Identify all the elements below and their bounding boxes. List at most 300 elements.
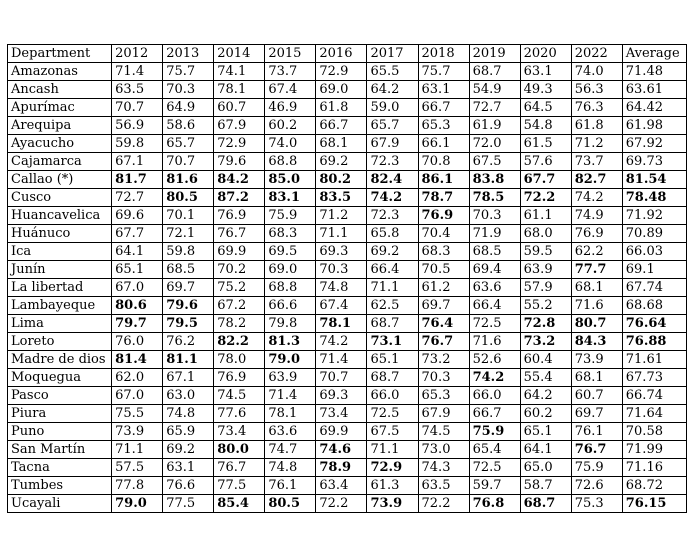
value-cell: 66.0	[367, 387, 418, 405]
value-cell: 74.8	[316, 279, 367, 297]
value-cell: 63.6	[469, 279, 520, 297]
value-cell: 66.7	[316, 117, 367, 135]
value-cell: 56.3	[571, 81, 622, 99]
value-cell: 78.0	[214, 351, 265, 369]
value-cell: 74.8	[163, 405, 214, 423]
department-cell: Amazonas	[8, 63, 112, 81]
value-cell: 70.4	[418, 225, 469, 243]
value-cell: 67.9	[367, 135, 418, 153]
value-cell: 67.5	[469, 153, 520, 171]
value-cell: 65.7	[367, 117, 418, 135]
value-cell: 71.1	[316, 225, 367, 243]
department-cell: La libertad	[8, 279, 112, 297]
value-cell: 61.1	[520, 207, 571, 225]
column-header: 2016	[316, 45, 367, 63]
value-cell: 69.2	[163, 441, 214, 459]
value-cell: 78.7	[418, 189, 469, 207]
average-cell: 66.74	[622, 387, 686, 405]
value-cell: 65.8	[367, 225, 418, 243]
value-cell: 71.4	[112, 63, 163, 81]
value-cell: 66.0	[469, 387, 520, 405]
average-cell: 66.03	[622, 243, 686, 261]
department-cell: Ayacucho	[8, 135, 112, 153]
value-cell: 81.4	[112, 351, 163, 369]
value-cell: 76.7	[214, 459, 265, 477]
value-cell: 72.7	[112, 189, 163, 207]
value-cell: 63.9	[265, 369, 316, 387]
value-cell: 66.7	[469, 405, 520, 423]
department-cell: Puno	[8, 423, 112, 441]
value-cell: 70.3	[316, 261, 367, 279]
value-cell: 72.5	[469, 315, 520, 333]
value-cell: 77.6	[214, 405, 265, 423]
value-cell: 60.7	[571, 387, 622, 405]
value-cell: 72.1	[163, 225, 214, 243]
value-cell: 75.9	[571, 459, 622, 477]
value-cell: 69.2	[316, 153, 367, 171]
average-cell: 71.16	[622, 459, 686, 477]
value-cell: 79.6	[214, 153, 265, 171]
value-cell: 78.1	[265, 405, 316, 423]
value-cell: 75.7	[163, 63, 214, 81]
value-cell: 75.5	[112, 405, 163, 423]
value-cell: 73.0	[418, 441, 469, 459]
value-cell: 67.2	[214, 297, 265, 315]
value-cell: 68.3	[265, 225, 316, 243]
average-cell: 63.61	[622, 81, 686, 99]
value-cell: 72.2	[418, 495, 469, 513]
value-cell: 72.3	[367, 153, 418, 171]
average-cell: 67.74	[622, 279, 686, 297]
value-cell: 63.6	[265, 423, 316, 441]
value-cell: 60.4	[520, 351, 571, 369]
value-cell: 67.7	[520, 171, 571, 189]
value-cell: 77.5	[163, 495, 214, 513]
value-cell: 57.5	[112, 459, 163, 477]
value-cell: 73.9	[367, 495, 418, 513]
value-cell: 69.9	[316, 423, 367, 441]
value-cell: 76.7	[418, 333, 469, 351]
value-cell: 59.7	[469, 477, 520, 495]
value-cell: 63.0	[163, 387, 214, 405]
department-cell: Ica	[8, 243, 112, 261]
value-cell: 67.9	[418, 405, 469, 423]
value-cell: 68.7	[469, 63, 520, 81]
average-cell: 71.48	[622, 63, 686, 81]
department-cell: Ancash	[8, 81, 112, 99]
value-cell: 72.9	[367, 459, 418, 477]
average-cell: 76.15	[622, 495, 686, 513]
value-cell: 66.4	[469, 297, 520, 315]
value-cell: 60.7	[214, 99, 265, 117]
value-cell: 65.1	[367, 351, 418, 369]
value-cell: 69.2	[367, 243, 418, 261]
value-cell: 67.0	[112, 387, 163, 405]
value-cell: 84.2	[214, 171, 265, 189]
value-cell: 75.3	[571, 495, 622, 513]
value-cell: 67.7	[112, 225, 163, 243]
average-cell: 76.64	[622, 315, 686, 333]
department-cell: Huancavelica	[8, 207, 112, 225]
value-cell: 73.1	[367, 333, 418, 351]
value-cell: 54.8	[520, 117, 571, 135]
value-cell: 71.4	[265, 387, 316, 405]
value-cell: 73.4	[316, 405, 367, 423]
value-cell: 74.2	[469, 369, 520, 387]
average-cell: 71.64	[622, 405, 686, 423]
value-cell: 72.0	[469, 135, 520, 153]
value-cell: 75.7	[418, 63, 469, 81]
value-cell: 77.5	[214, 477, 265, 495]
value-cell: 64.5	[520, 99, 571, 117]
value-cell: 72.2	[520, 189, 571, 207]
table-row	[8, 387, 687, 405]
value-cell: 71.4	[316, 351, 367, 369]
value-cell: 68.1	[571, 369, 622, 387]
value-cell: 57.9	[520, 279, 571, 297]
value-cell: 60.2	[520, 405, 571, 423]
value-cell: 85.0	[265, 171, 316, 189]
table-row	[8, 423, 687, 441]
table-row	[8, 459, 687, 477]
value-cell: 71.2	[571, 135, 622, 153]
value-cell: 70.7	[163, 153, 214, 171]
value-cell: 49.3	[520, 81, 571, 99]
value-cell: 57.6	[520, 153, 571, 171]
value-cell: 59.0	[367, 99, 418, 117]
table-row	[8, 171, 687, 189]
department-cell: Junín	[8, 261, 112, 279]
value-cell: 69.7	[163, 279, 214, 297]
value-cell: 76.2	[163, 333, 214, 351]
value-cell: 65.0	[520, 459, 571, 477]
average-cell: 71.99	[622, 441, 686, 459]
value-cell: 59.5	[520, 243, 571, 261]
table-row	[8, 81, 687, 99]
value-cell: 83.5	[316, 189, 367, 207]
value-cell: 75.9	[265, 207, 316, 225]
value-cell: 65.3	[418, 117, 469, 135]
value-cell: 72.6	[571, 477, 622, 495]
value-cell: 74.2	[571, 189, 622, 207]
average-cell: 70.89	[622, 225, 686, 243]
value-cell: 65.4	[469, 441, 520, 459]
value-cell: 79.6	[163, 297, 214, 315]
value-cell: 67.4	[265, 81, 316, 99]
value-cell: 74.3	[418, 459, 469, 477]
value-cell: 73.7	[265, 63, 316, 81]
value-cell: 80.6	[112, 297, 163, 315]
value-cell: 56.9	[112, 117, 163, 135]
value-cell: 82.2	[214, 333, 265, 351]
value-cell: 46.9	[265, 99, 316, 117]
table-row	[8, 369, 687, 387]
table-row	[8, 225, 687, 243]
table-row	[8, 63, 687, 81]
value-cell: 80.5	[163, 189, 214, 207]
table-body	[8, 63, 687, 513]
department-cell: Lambayeque	[8, 297, 112, 315]
value-cell: 79.0	[265, 351, 316, 369]
value-cell: 52.6	[469, 351, 520, 369]
value-cell: 81.1	[163, 351, 214, 369]
value-cell: 68.1	[571, 279, 622, 297]
value-cell: 54.9	[469, 81, 520, 99]
department-cell: Ucayali	[8, 495, 112, 513]
value-cell: 78.1	[214, 81, 265, 99]
average-cell: 71.92	[622, 207, 686, 225]
value-cell: 72.9	[214, 135, 265, 153]
table-row	[8, 117, 687, 135]
column-header: 2015	[265, 45, 316, 63]
value-cell: 73.7	[571, 153, 622, 171]
value-cell: 63.4	[316, 477, 367, 495]
value-cell: 69.3	[316, 243, 367, 261]
value-cell: 75.2	[214, 279, 265, 297]
value-cell: 63.5	[112, 81, 163, 99]
department-cell: Piura	[8, 405, 112, 423]
value-cell: 72.9	[316, 63, 367, 81]
average-cell: 81.54	[622, 171, 686, 189]
value-cell: 82.4	[367, 171, 418, 189]
value-cell: 69.0	[265, 261, 316, 279]
value-cell: 67.1	[163, 369, 214, 387]
value-cell: 59.8	[112, 135, 163, 153]
value-cell: 79.0	[112, 495, 163, 513]
average-cell: 68.68	[622, 297, 686, 315]
value-cell: 74.5	[214, 387, 265, 405]
value-cell: 72.5	[367, 405, 418, 423]
department-cell: Tumbes	[8, 477, 112, 495]
value-cell: 67.0	[112, 279, 163, 297]
column-header: 2018	[418, 45, 469, 63]
value-cell: 76.9	[418, 207, 469, 225]
table-row	[8, 261, 687, 279]
value-cell: 69.9	[214, 243, 265, 261]
department-cell: San Martín	[8, 441, 112, 459]
value-cell: 70.7	[112, 99, 163, 117]
value-cell: 63.5	[418, 477, 469, 495]
value-cell: 80.7	[571, 315, 622, 333]
value-cell: 74.1	[214, 63, 265, 81]
value-cell: 66.7	[418, 99, 469, 117]
value-cell: 70.5	[418, 261, 469, 279]
value-cell: 68.3	[418, 243, 469, 261]
department-cell: Callao (*)	[8, 171, 112, 189]
average-cell: 67.92	[622, 135, 686, 153]
value-cell: 78.5	[469, 189, 520, 207]
data-table	[7, 44, 687, 513]
table-row	[8, 99, 687, 117]
value-cell: 85.4	[214, 495, 265, 513]
average-cell: 61.98	[622, 117, 686, 135]
value-cell: 72.2	[316, 495, 367, 513]
value-cell: 61.8	[571, 117, 622, 135]
value-cell: 69.0	[316, 81, 367, 99]
value-cell: 79.8	[265, 315, 316, 333]
table-row	[8, 477, 687, 495]
column-header: 2012	[112, 45, 163, 63]
value-cell: 62.5	[367, 297, 418, 315]
department-cell: Cusco	[8, 189, 112, 207]
value-cell: 61.8	[316, 99, 367, 117]
average-cell: 69.1	[622, 261, 686, 279]
value-cell: 79.7	[112, 315, 163, 333]
table-row	[8, 495, 687, 513]
value-cell: 62.2	[571, 243, 622, 261]
value-cell: 73.9	[112, 423, 163, 441]
table-row	[8, 333, 687, 351]
value-cell: 80.5	[265, 495, 316, 513]
value-cell: 76.9	[214, 369, 265, 387]
value-cell: 73.4	[214, 423, 265, 441]
value-cell: 70.3	[469, 207, 520, 225]
value-cell: 68.7	[367, 369, 418, 387]
value-cell: 69.7	[418, 297, 469, 315]
average-cell: 67.73	[622, 369, 686, 387]
value-cell: 73.9	[571, 351, 622, 369]
average-cell: 69.73	[622, 153, 686, 171]
value-cell: 67.9	[214, 117, 265, 135]
column-header: 2019	[469, 45, 520, 63]
value-cell: 70.7	[316, 369, 367, 387]
value-cell: 61.3	[367, 477, 418, 495]
table-row	[8, 441, 687, 459]
department-cell: Lima	[8, 315, 112, 333]
table-row	[8, 189, 687, 207]
value-cell: 72.3	[367, 207, 418, 225]
value-cell: 84.3	[571, 333, 622, 351]
value-cell: 70.2	[214, 261, 265, 279]
value-cell: 74.0	[265, 135, 316, 153]
value-cell: 66.4	[367, 261, 418, 279]
header-row	[8, 45, 687, 63]
value-cell: 76.3	[571, 99, 622, 117]
value-cell: 61.5	[520, 135, 571, 153]
value-cell: 65.7	[163, 135, 214, 153]
value-cell: 82.7	[571, 171, 622, 189]
average-cell: 68.72	[622, 477, 686, 495]
column-header: 2022	[571, 45, 622, 63]
value-cell: 76.6	[163, 477, 214, 495]
value-cell: 71.2	[316, 207, 367, 225]
value-cell: 79.5	[163, 315, 214, 333]
value-cell: 68.5	[469, 243, 520, 261]
value-cell: 61.2	[418, 279, 469, 297]
value-cell: 76.0	[112, 333, 163, 351]
value-cell: 76.9	[571, 225, 622, 243]
column-header: 2017	[367, 45, 418, 63]
table-row	[8, 279, 687, 297]
value-cell: 74.7	[265, 441, 316, 459]
value-cell: 81.6	[163, 171, 214, 189]
value-cell: 61.9	[469, 117, 520, 135]
value-cell: 73.2	[418, 351, 469, 369]
table-row	[8, 405, 687, 423]
value-cell: 72.7	[469, 99, 520, 117]
table-row	[8, 297, 687, 315]
value-cell: 69.4	[469, 261, 520, 279]
value-cell: 72.8	[520, 315, 571, 333]
value-cell: 69.7	[571, 405, 622, 423]
value-cell: 67.5	[367, 423, 418, 441]
value-cell: 68.5	[163, 261, 214, 279]
value-cell: 63.9	[520, 261, 571, 279]
value-cell: 76.1	[571, 423, 622, 441]
value-cell: 78.9	[316, 459, 367, 477]
department-cell: Huánuco	[8, 225, 112, 243]
table-row	[8, 135, 687, 153]
value-cell: 69.6	[112, 207, 163, 225]
table-row	[8, 243, 687, 261]
value-cell: 55.4	[520, 369, 571, 387]
value-cell: 65.9	[163, 423, 214, 441]
value-cell: 68.8	[265, 279, 316, 297]
value-cell: 64.2	[367, 81, 418, 99]
value-cell: 74.9	[571, 207, 622, 225]
value-cell: 65.3	[418, 387, 469, 405]
column-header: 2013	[163, 45, 214, 63]
value-cell: 76.4	[418, 315, 469, 333]
department-cell: Pasco	[8, 387, 112, 405]
value-cell: 68.7	[367, 315, 418, 333]
value-cell: 65.5	[367, 63, 418, 81]
table-row	[8, 207, 687, 225]
column-header: 2020	[520, 45, 571, 63]
value-cell: 74.5	[418, 423, 469, 441]
value-cell: 70.3	[418, 369, 469, 387]
value-cell: 66.1	[418, 135, 469, 153]
table-row	[8, 315, 687, 333]
value-cell: 73.2	[520, 333, 571, 351]
value-cell: 71.1	[112, 441, 163, 459]
value-cell: 67.1	[112, 153, 163, 171]
value-cell: 81.3	[265, 333, 316, 351]
value-cell: 64.2	[520, 387, 571, 405]
average-cell: 71.61	[622, 351, 686, 369]
value-cell: 74.0	[571, 63, 622, 81]
value-cell: 62.0	[112, 369, 163, 387]
value-cell: 71.6	[571, 297, 622, 315]
value-cell: 70.1	[163, 207, 214, 225]
value-cell: 83.1	[265, 189, 316, 207]
value-cell: 65.1	[520, 423, 571, 441]
table-row	[8, 351, 687, 369]
value-cell: 77.7	[571, 261, 622, 279]
value-cell: 81.7	[112, 171, 163, 189]
value-cell: 74.8	[265, 459, 316, 477]
value-cell: 69.3	[316, 387, 367, 405]
value-cell: 66.6	[265, 297, 316, 315]
average-cell: 78.48	[622, 189, 686, 207]
value-cell: 77.8	[112, 477, 163, 495]
value-cell: 72.5	[469, 459, 520, 477]
value-cell: 78.2	[214, 315, 265, 333]
column-header: Average	[622, 45, 686, 63]
value-cell: 78.1	[316, 315, 367, 333]
average-cell: 64.42	[622, 99, 686, 117]
value-cell: 80.2	[316, 171, 367, 189]
value-cell: 86.1	[418, 171, 469, 189]
value-cell: 83.8	[469, 171, 520, 189]
value-cell: 76.7	[214, 225, 265, 243]
value-cell: 76.1	[265, 477, 316, 495]
value-cell: 71.9	[469, 225, 520, 243]
department-cell: Tacna	[8, 459, 112, 477]
value-cell: 55.2	[520, 297, 571, 315]
value-cell: 65.1	[112, 261, 163, 279]
value-cell: 87.2	[214, 189, 265, 207]
